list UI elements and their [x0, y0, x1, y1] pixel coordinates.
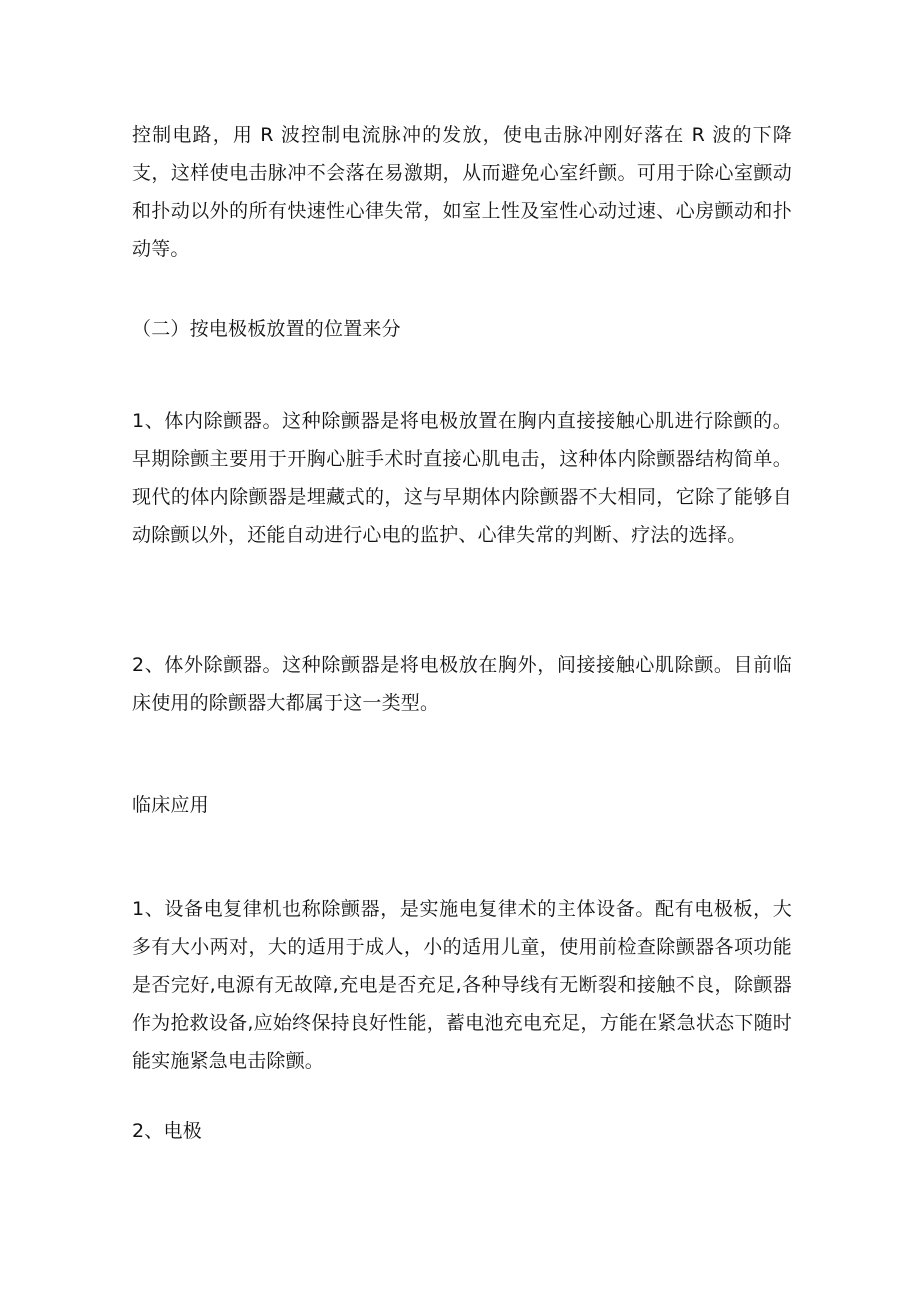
paragraph-equipment-description: 1、设备电复律机也称除颤器，是实施电复律术的主体设备。配有电极板，大多有大小两对，大的适用于成人，小的适用儿童，使用前检查除颤器各项功能是否完好,电源有无故障,充电是否充足,各种导线有无断裂和接触不良，除颤器作为抢救设备,应始终保持良好性能，蓄电池充电充足，方能在紧急状态下随时能实施紧急电击除颤。 [132, 898, 792, 1072]
section-heading-electrode-placement: （二）按电极板放置的位置来分 [132, 318, 401, 340]
section-heading-clinical-application: 临床应用 [132, 794, 209, 816]
paragraph-external-defibrillator: 2、体外除颤器。这种除颤器是将电极放在胸外，间接接触心肌除颤。目前临床使用的除颤器大都属于这一类型。 [132, 654, 792, 714]
paragraph-synchronous-control-circuit: 控制电路，用 R 波控制电流脉冲的发放，使电击脉冲刚好落在 R 波的下降支，这样使电击脉冲不会落在易激期，从而避免心室纤颤。可用于除心室颤动和扑动以外的所有快速性心律失常，如室上性及室性心动过速、心房颤动和扑动等。 [132, 124, 792, 260]
section-heading-electrodes: 2、电极 [132, 1120, 202, 1142]
paragraph-internal-defibrillator: 1、体内除颤器。这种除颤器是将电极放置在胸内直接接触心肌进行除颤的。早期除颤主要用于开胸心脏手术时直接心肌电击，这种体内除颤器结构简单。现代的体内除颤器是埋藏式的，这与早期体内除颤器不大相同，它除了能够自动除颤以外，还能自动进行心电的监护、心律失常的判断、疗法的选择。 [132, 410, 792, 546]
